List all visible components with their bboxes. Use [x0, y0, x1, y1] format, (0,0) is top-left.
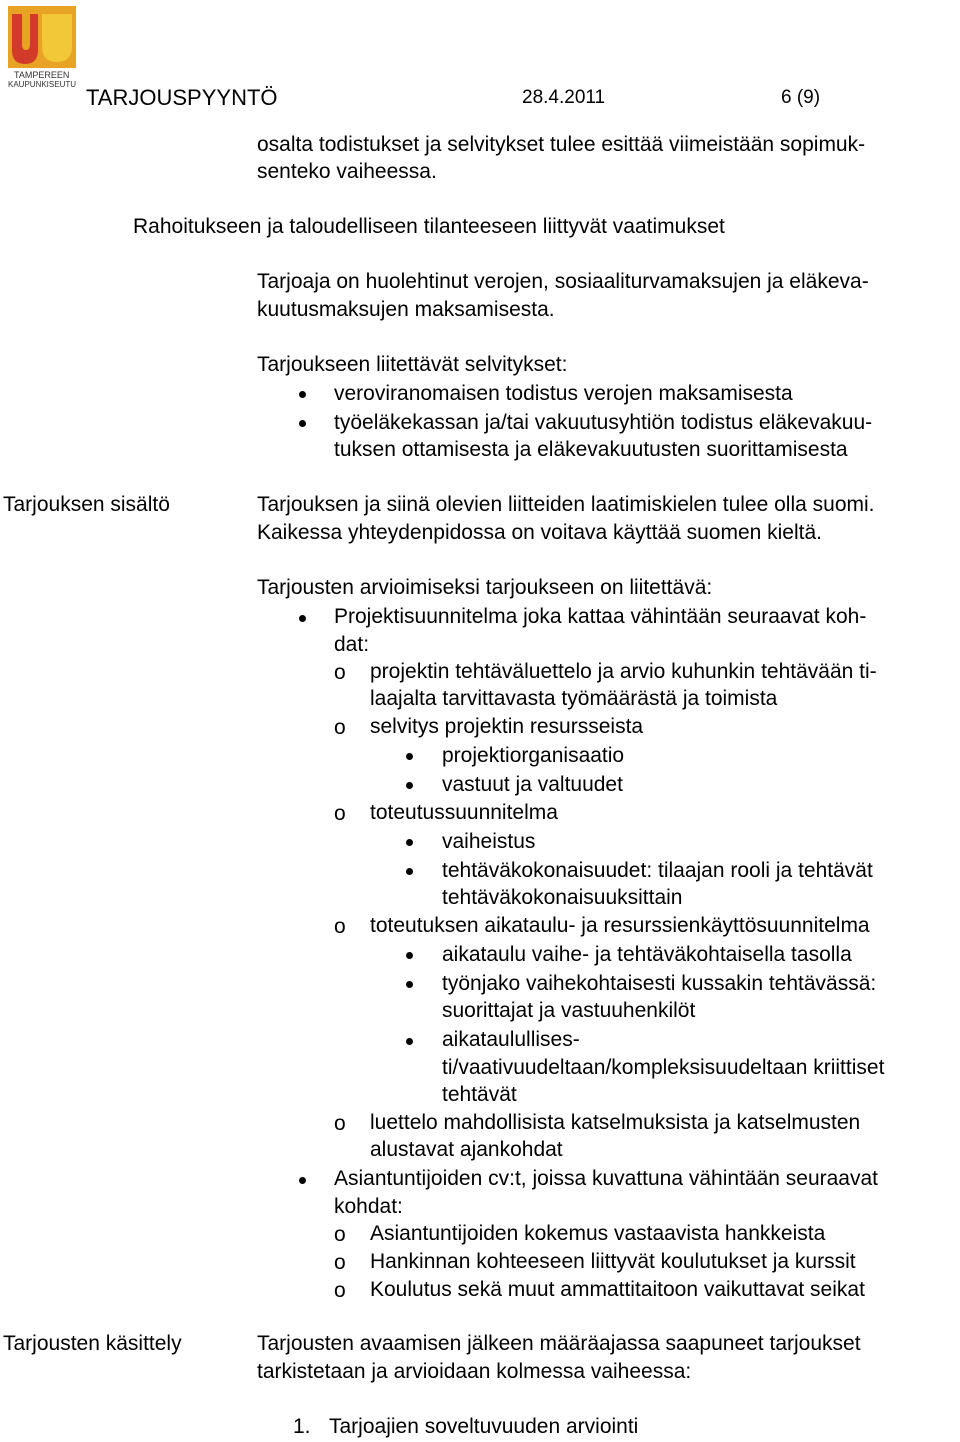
sub-sub-list-item: vaiheistus	[442, 830, 536, 853]
bullet-icon	[406, 753, 413, 760]
bullet-icon	[406, 981, 413, 988]
sub-list-item: toteutussuunnitelma	[370, 801, 558, 824]
bullet-icon	[406, 782, 413, 789]
sub-list-item: selvitys projektin resursseista	[370, 715, 644, 738]
document-title: TARJOUSPYYNTÖ	[86, 85, 278, 110]
bullet-icon	[406, 952, 413, 959]
sub-bullet-marker: o	[334, 1251, 346, 1274]
tampere-region-logo	[8, 6, 80, 92]
bullet-icon	[299, 615, 306, 622]
sub-bullet-marker: o	[334, 802, 346, 825]
bullet-icon	[406, 1038, 413, 1045]
sub-bullet-marker: o	[334, 915, 346, 938]
sub-sub-list-item: vastuut ja valtuudet	[442, 773, 623, 796]
side-heading-sisalto: Tarjouksen sisältö	[3, 493, 170, 516]
numbered-marker: 1.	[293, 1415, 311, 1438]
bullet-icon	[299, 1177, 306, 1184]
page-number: 6 (9)	[781, 87, 821, 108]
paragraph-line: Tarjousten arvioimiseksi tarjoukseen on liitettävä:	[257, 576, 713, 599]
section-heading: Rahoitukseen ja taloudelliseen tilanteeseen liittyvät vaatimukset	[133, 215, 725, 238]
sub-bullet-marker: o	[334, 661, 346, 684]
paragraph-line: Tarjouksen ja siinä olevien liitteiden laatimiskielen tulee olla suomi.	[257, 493, 875, 516]
paragraph-line: kuutusmaksujen maksamisesta.	[257, 298, 555, 321]
sub-bullet-marker: o	[334, 716, 346, 739]
list-item: kohdat:	[334, 1195, 403, 1218]
paragraph-line: osalta todistukset ja selvitykset tulee esittää viimeistään sopimuk-	[257, 133, 866, 156]
bullet-icon	[299, 391, 306, 398]
list-item: dat:	[334, 633, 370, 656]
sub-bullet-marker: o	[334, 1112, 346, 1135]
list-item: tuksen ottamisesta ja eläkevakuutusten suorittamisesta	[334, 438, 848, 461]
sub-sub-list-item: ti/vaativuudeltaan/kompleksisuudeltaan kriittiset	[442, 1056, 885, 1079]
side-heading-kasittely: Tarjousten käsittely	[3, 1332, 182, 1355]
logo-text-2: KAUPUNKISEUTU	[8, 80, 77, 89]
logo-emblem-icon	[8, 6, 80, 74]
sub-sub-list-item: aikataulu vaihe- ja tehtäväkohtaisella tasolla	[442, 943, 852, 966]
logo-text-1: TAMPEREEN	[14, 70, 70, 80]
sub-sub-list-item: aikataulullises-	[442, 1028, 580, 1051]
list-item: Asiantuntijoiden cv:t, joissa kuvattuna vähintään seuraavat	[334, 1167, 879, 1190]
paragraph-line: tarkistetaan ja arvioidaan kolmessa vaiheessa:	[257, 1360, 692, 1383]
paragraph-line: Kaikessa yhteydenpidossa on voitava käyttää suomen kieltä.	[257, 521, 823, 544]
sub-list-item: projektin tehtäväluettelo ja arvio kuhunkin tehtävään ti-	[370, 660, 877, 683]
bullet-icon	[406, 868, 413, 875]
paragraph-line: senteko vaiheessa.	[257, 160, 437, 183]
sub-list-item: Hankinnan kohteeseen liittyvät koulutukset ja kurssit	[370, 1250, 856, 1273]
sub-list-item: Koulutus sekä muut ammattitaitoon vaikuttavat seikat	[370, 1278, 865, 1301]
sub-list-item: alustavat ajankohdat	[370, 1138, 563, 1161]
paragraph-line: Tarjoaja on huolehtinut verojen, sosiaaliturvamaksujen ja eläkeva-	[257, 270, 869, 293]
sub-sub-list-item: tehtäväkokonaisuudet: tilaajan rooli ja tehtävät	[442, 859, 873, 882]
document-date: 28.4.2011	[522, 87, 606, 108]
sub-sub-list-item: suorittajat ja vastuuhenkilöt	[442, 999, 696, 1022]
sub-sub-list-item: tehtäväkokonaisuuksittain	[442, 886, 683, 909]
list-item: Projektisuunnitelma joka kattaa vähintään seuraavat koh-	[334, 605, 867, 628]
sub-sub-list-item: projektiorganisaatio	[442, 744, 625, 767]
sub-list-item: laajalta tarvittavasta työmäärästä ja toimista	[370, 687, 778, 710]
list-item: työeläkekassan ja/tai vakuutusyhtiön todistus eläkevakuu-	[334, 411, 873, 434]
bullet-icon	[406, 839, 413, 846]
numbered-list-item: Tarjoajien soveltuvuuden arviointi	[329, 1415, 639, 1438]
sub-sub-list-item: työnjako vaihekohtaisesti kussakin tehtävässä:	[442, 972, 877, 995]
sub-sub-list-item: tehtävät	[442, 1083, 517, 1106]
paragraph-line: Tarjoukseen liitettävät selvitykset:	[257, 353, 568, 376]
paragraph-line: Tarjousten avaamisen jälkeen määräajassa saapuneet tarjoukset	[257, 1332, 861, 1355]
sub-list-item: toteutuksen aikataulu- ja resurssienkäyttösuunnitelma	[370, 914, 870, 937]
bullet-icon	[299, 420, 306, 427]
sub-bullet-marker: o	[334, 1223, 346, 1246]
sub-bullet-marker: o	[334, 1279, 346, 1302]
sub-list-item: luettelo mahdollisista katselmuksista ja katselmusten	[370, 1111, 861, 1134]
list-item: veroviranomaisen todistus verojen maksamisesta	[334, 382, 793, 405]
sub-list-item: Asiantuntijoiden kokemus vastaavista hankkeista	[370, 1222, 826, 1245]
